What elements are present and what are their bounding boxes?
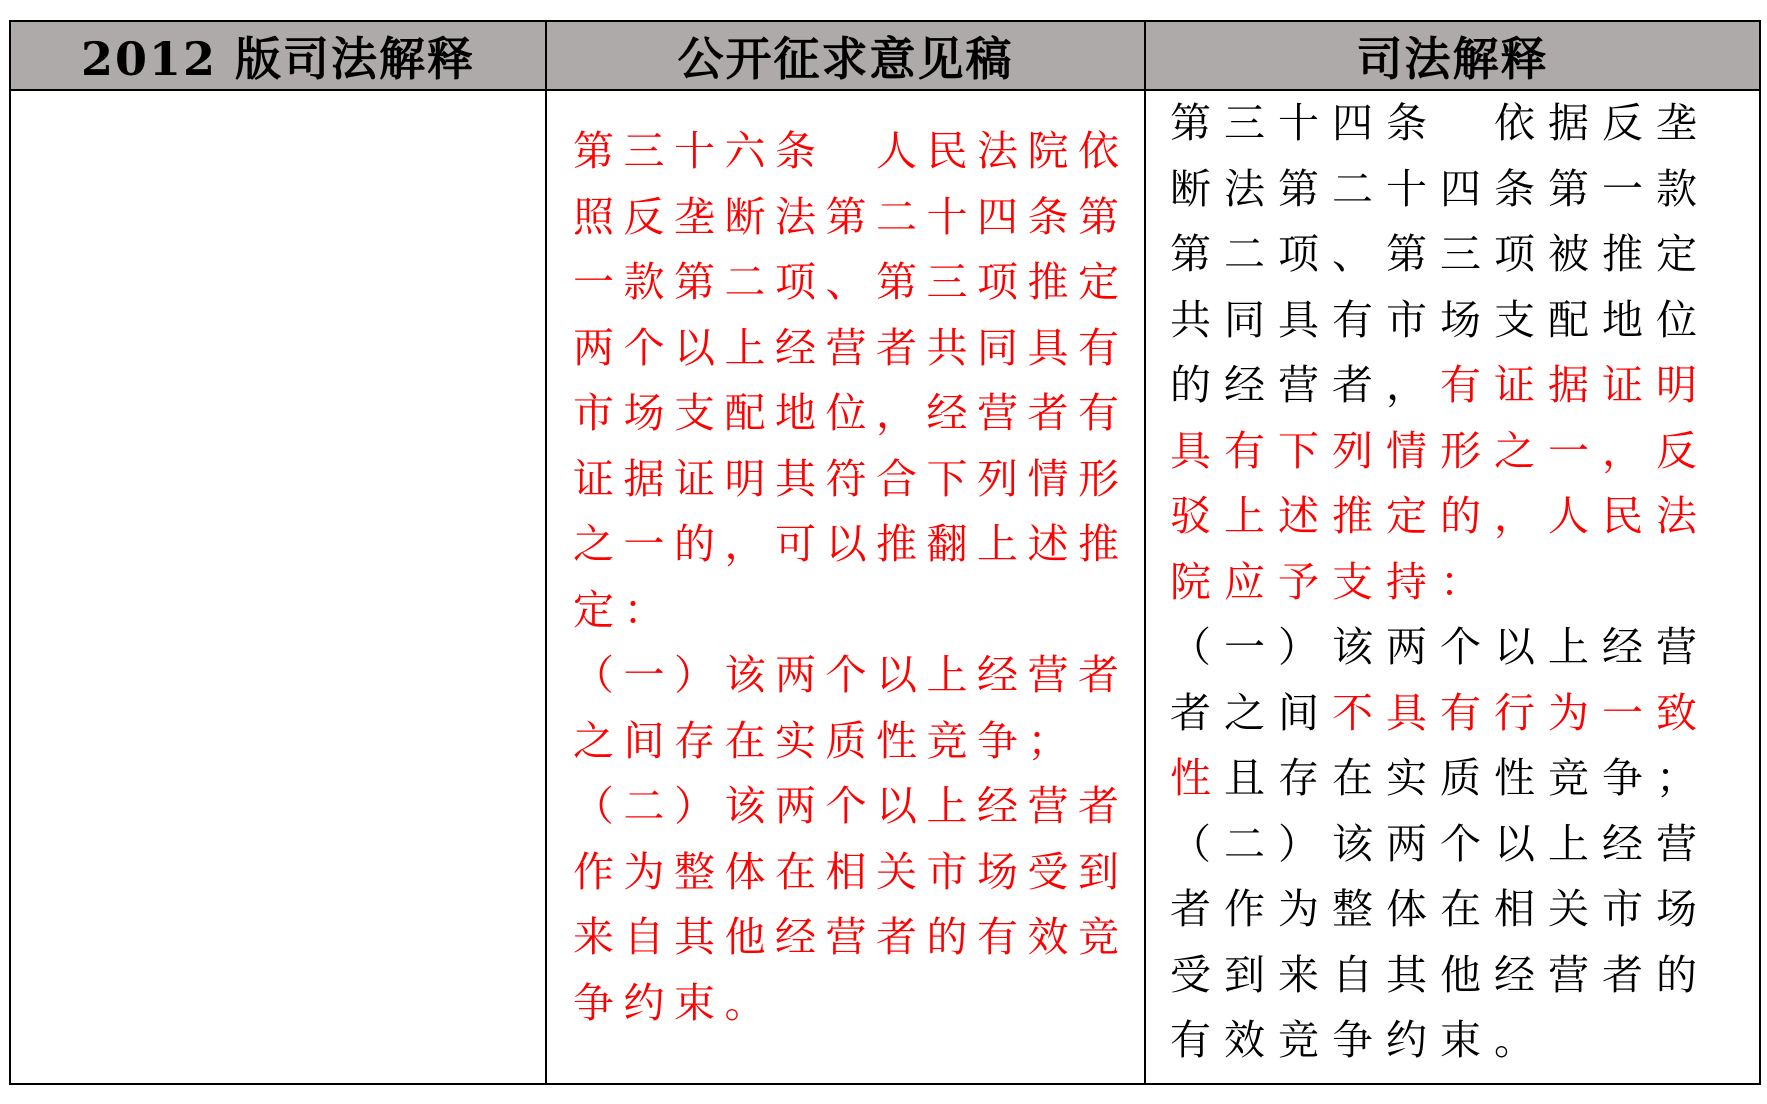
cell-2012-interpretation	[10, 90, 546, 1084]
header-row	[10, 21, 1760, 90]
final-line	[1170, 812, 1759, 878]
plain-text: 断法第二十四条第一款	[1170, 164, 1710, 213]
draft-line: 争约束。	[573, 978, 775, 1027]
final-line	[1170, 746, 1759, 812]
content-row	[10, 90, 1760, 1084]
plain-text: 有效竞争约束。	[1170, 1016, 1548, 1064]
final-line	[1170, 1008, 1759, 1074]
cell-public-draft	[546, 90, 1145, 1084]
final-line	[1170, 681, 1759, 747]
header-2012-interpretation: 2012 版司法解释	[10, 21, 546, 90]
plain-text: 且存在实质性竞争；	[1224, 754, 1710, 802]
final-line	[1170, 222, 1759, 288]
highlighted-text: 不具有行为一致	[1332, 688, 1710, 737]
draft-article-text	[547, 91, 1144, 1036]
comparison-table	[9, 20, 1761, 1085]
final-line	[1170, 419, 1759, 485]
draft-line: 来自其他经营者的有效竞	[573, 913, 1129, 961]
draft-line: 之一的，可以推翻上述推	[573, 520, 1129, 568]
cell-judicial-interpretation	[1145, 90, 1760, 1084]
final-line	[1170, 877, 1759, 943]
draft-line: 证据证明其符合下列情形	[573, 454, 1129, 503]
highlighted-text: 具有下列情形之一，反	[1170, 426, 1710, 475]
final-line	[1170, 550, 1759, 616]
plain-text: 第三十四条 依据反垄	[1170, 99, 1710, 147]
final-article-text	[1146, 91, 1759, 1074]
draft-line: 作为整体在相关市场受到	[573, 847, 1129, 896]
draft-line: 一款第二项、第三项推定	[573, 258, 1129, 306]
final-line	[1170, 353, 1759, 419]
draft-line: （一）该两个以上经营者	[573, 651, 1129, 699]
draft-line: 定：	[573, 585, 674, 634]
highlighted-text: 性	[1170, 754, 1224, 802]
final-line	[1170, 484, 1759, 550]
final-line	[1170, 615, 1759, 681]
final-line	[1170, 943, 1759, 1009]
header-judicial-interpretation: 司法解释	[1145, 21, 1760, 90]
highlighted-text: 有证据证明	[1440, 361, 1710, 409]
header-public-draft: 公开征求意见稿	[546, 21, 1145, 90]
highlighted-text: 院应予支持：	[1170, 557, 1494, 606]
plain-text: 受到来自其他经营者的	[1170, 950, 1710, 999]
plain-text: （二）该两个以上经营	[1170, 819, 1710, 868]
plain-text: 者作为整体在相关市场	[1170, 885, 1710, 933]
plain-text: （一）该两个以上经营	[1170, 623, 1710, 671]
plain-text: 者之间	[1170, 688, 1332, 737]
draft-line: 两个以上经营者共同具有	[573, 323, 1129, 372]
highlighted-text: 驳上述推定的，人民法	[1170, 492, 1710, 540]
draft-line: 第三十六条 人民法院依	[573, 127, 1129, 175]
plain-text: 的经营者，	[1170, 361, 1440, 409]
final-line	[1170, 288, 1759, 354]
draft-line: 市场支配地位，经营者有	[573, 389, 1129, 437]
draft-line: 之间存在实质性竞争；	[573, 716, 1078, 765]
plain-text: 共同具有市场支配地位	[1170, 295, 1710, 344]
plain-text: 第二项、第三项被推定	[1170, 230, 1710, 278]
final-line	[1170, 91, 1759, 157]
draft-line: （二）该两个以上经营者	[573, 782, 1129, 830]
draft-line: 照反垄断法第二十四条第	[573, 192, 1129, 241]
final-line	[1170, 157, 1759, 223]
